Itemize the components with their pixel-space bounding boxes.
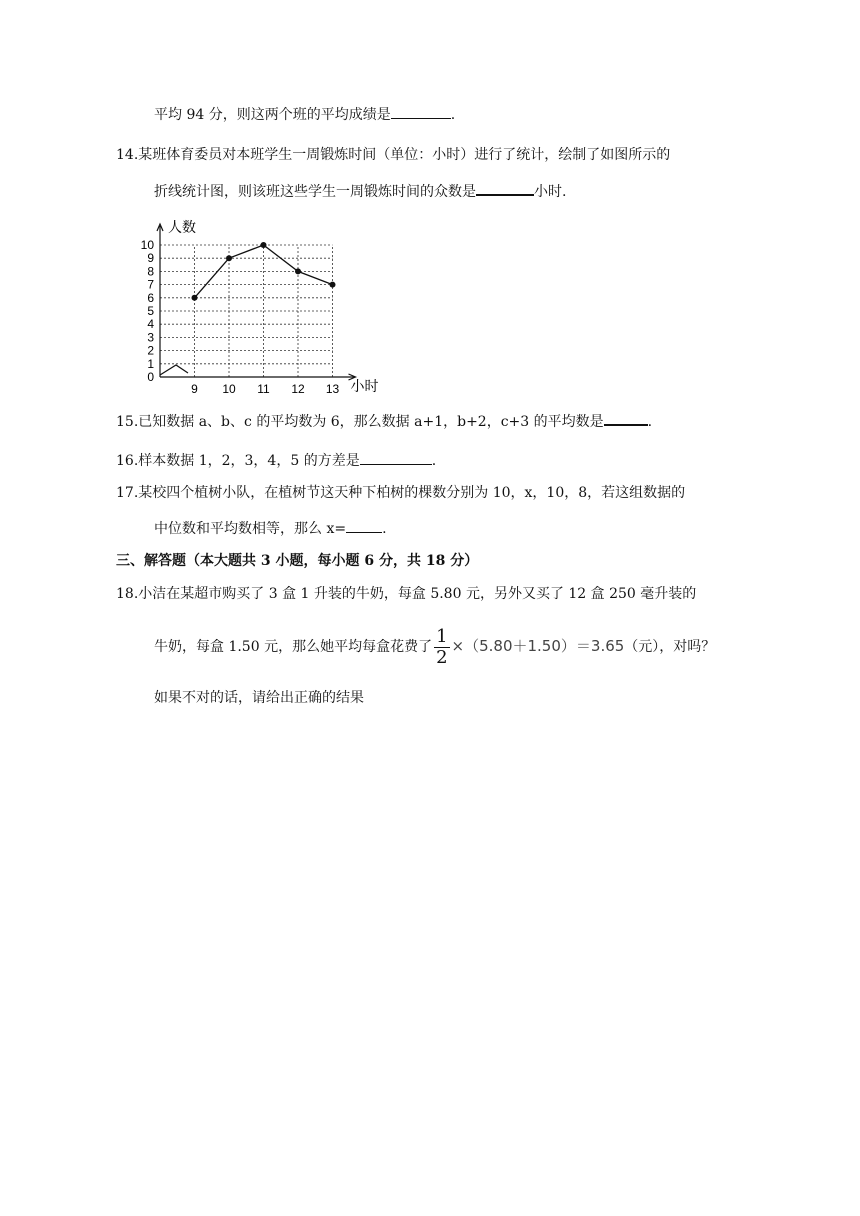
q18-number: 18.: [116, 586, 139, 602]
q17-answer-blank[interactable]: [346, 518, 382, 533]
q18-text-line2: 牛奶，每盒 1.50 元，那么她平均每盒花费了: [154, 639, 433, 655]
y-tick-label: 7: [147, 277, 154, 292]
q14-answer-blank[interactable]: [476, 180, 534, 196]
data-point: [192, 295, 198, 301]
q17-text-line1: 某校四个植树小队，在植树节这天种下柏树的棵数分别为 10，x，10，8，若这组数据的: [138, 485, 686, 501]
q14-line1: [116, 145, 670, 165]
q16-number: 16.: [116, 453, 139, 469]
fraction-numerator: 1: [436, 625, 448, 647]
q14-text-line2: 折线统计图，则该班这些学生一周锻炼时间的众数是: [154, 184, 476, 200]
q18-expression: ×（5.80＋1.50）＝3.65: [451, 637, 625, 655]
q13-text: 平均 94 分，则这两个班的平均成绩是: [154, 107, 391, 123]
q17-line2: [154, 518, 387, 539]
q13-period: .: [450, 107, 456, 123]
q13-line: [154, 104, 455, 125]
q13-answer-blank[interactable]: [391, 104, 451, 119]
y-tick-label: 10: [140, 238, 154, 252]
q17-period: .: [382, 521, 387, 537]
q14-line2: [154, 180, 566, 202]
data-point: [330, 282, 336, 288]
q17-text-line2: 中位数和平均数相等，那么 x=: [154, 521, 347, 537]
chart-grid: [160, 245, 333, 377]
q16-text: 样本数据 1，2，3，4，5 的方差是: [138, 453, 360, 469]
q18-unit-question: （元），对吗？: [624, 639, 716, 655]
fraction-denominator: 2: [436, 646, 448, 668]
q18-text-line3: 如果不对的话，请给出正确的结果: [154, 690, 364, 706]
section-heading: 三、解答题（本大题共 3 小题，每小题 6 分，共 18 分）: [116, 553, 479, 569]
y-tick-label: 5: [147, 304, 154, 318]
x-tick-label: 12: [291, 382, 305, 396]
chart-ylabel: 人数: [168, 220, 196, 236]
data-point: [261, 242, 267, 248]
q16-period: .: [431, 453, 437, 469]
q14-number: 14.: [116, 147, 139, 163]
q15-period: .: [647, 414, 653, 430]
data-point: [226, 255, 232, 261]
y-tick-label: 9: [147, 251, 154, 266]
x-tick-label: 11: [257, 382, 270, 396]
axis-break: [160, 365, 188, 375]
q15-line: [116, 410, 652, 432]
x-tick-label: 10: [222, 382, 236, 396]
line-chart: [140, 218, 379, 398]
fraction-one-half: [434, 627, 449, 668]
y-tick-label: 1: [147, 356, 154, 371]
q18-line1: [116, 584, 696, 604]
q14-text-line1: 某班体育委员对本班学生一周锻炼时间（单位：小时）进行了统计，绘制了如图所示的: [138, 147, 671, 163]
y-tick-label: 4: [147, 317, 154, 332]
q15-answer-blank[interactable]: [604, 410, 648, 426]
data-point: [295, 268, 301, 274]
y-tick-label: 6: [147, 290, 154, 305]
y-tick-label: 2: [147, 343, 154, 358]
q15-number: 15.: [116, 414, 139, 430]
q18-text-line1: 小洁在某超市购买了 3 盒 1 升装的牛奶，每盒 5.80 元，另外又买了 12 盒 250 毫升装的: [138, 586, 697, 602]
chart-ticks: [141, 238, 340, 396]
x-tick-label: 9: [191, 382, 198, 396]
q18-line2: [154, 624, 715, 669]
y-tick-label: 8: [147, 264, 154, 279]
q14-unit: 小时.: [534, 184, 567, 200]
chart-xlabel: 小时: [350, 379, 379, 395]
y-tick-label: 3: [147, 330, 154, 345]
q16-answer-blank[interactable]: [360, 450, 432, 465]
y-tick-label: 0: [147, 370, 154, 384]
q15-text: 已知数据 a、b、c 的平均数为 6，那么数据 a+1，b+2，c+3 的平均数是: [138, 414, 604, 430]
q16-line: [116, 450, 436, 471]
q18-line3: [154, 688, 364, 708]
x-tick-label: 13: [325, 382, 340, 396]
q17-number: 17.: [116, 485, 139, 501]
q17-line1: [116, 483, 685, 503]
